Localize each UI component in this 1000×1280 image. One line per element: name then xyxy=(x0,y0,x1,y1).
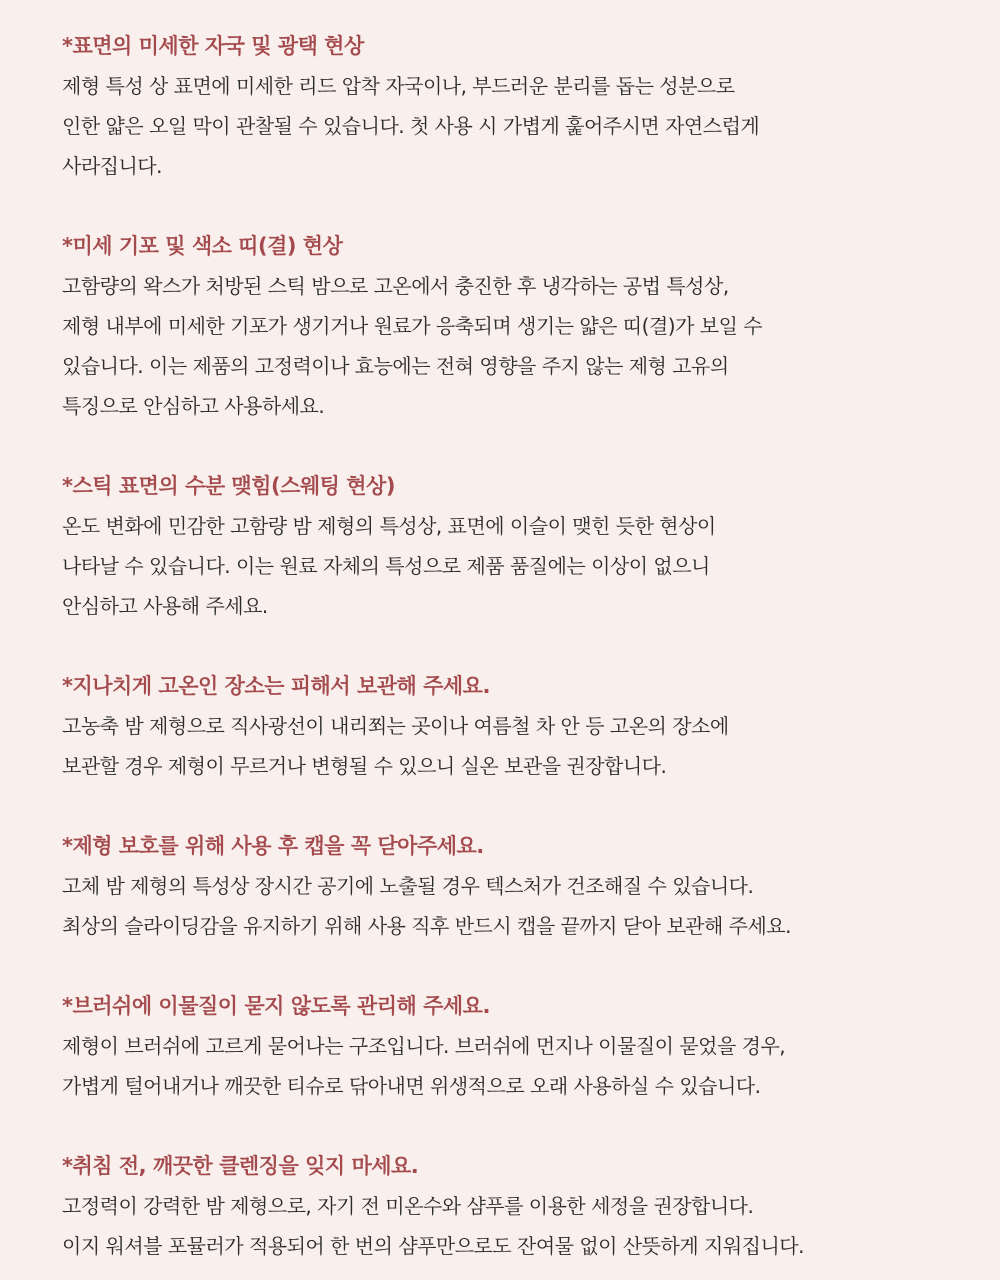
section-body xyxy=(62,706,960,786)
section-body xyxy=(62,1186,960,1266)
body-text-line: 고농축 밤 제형으로 직사광선이 내리쬐는 곳이나 여름철 차 안 등 고온의 장소에 xyxy=(62,714,729,738)
body-text-line: 고체 밤 제형의 특성상 장시간 공기에 노출될 경우 텍스처가 건조해질 수 있습니다. xyxy=(62,874,754,898)
body-text-line: 제형 내부에 미세한 기포가 생기거나 원료가 응축되며 생기는 얇은 띠(결)가 보일 수 xyxy=(62,314,763,338)
section-title: *브러쉬에 이물질이 묻지 않도록 관리해 주세요. xyxy=(62,994,490,1018)
section-body xyxy=(62,866,960,946)
notice-section xyxy=(62,666,960,786)
body-text-line: 인한 얇은 오일 막이 관찰될 수 있습니다. 첫 사용 시 가볍게 훑어주시면 자연스럽게 xyxy=(62,114,760,138)
section-body xyxy=(62,506,960,626)
notice-section xyxy=(62,226,960,426)
section-title: *스틱 표면의 수분 맺힘(스웨팅 현상) xyxy=(62,474,395,498)
body-text-line: 가볍게 털어내거나 깨끗한 티슈로 닦아내면 위생적으로 오래 사용하실 수 있습니다. xyxy=(62,1074,761,1098)
body-text-line: 고정력이 강력한 밤 제형으로, 자기 전 미온수와 샴푸를 이용한 세정을 권장합니다. xyxy=(62,1194,754,1218)
body-text-line: 있습니다. 이는 제품의 고정력이나 효능에는 전혀 영향을 주지 않는 제형 고유의 xyxy=(62,354,729,378)
body-text-line: 고함량의 왁스가 처방된 스틱 밤으로 고온에서 충진한 후 냉각하는 공법 특성상, xyxy=(62,274,729,298)
body-text-line: 안심하고 사용해 주세요. xyxy=(62,594,268,618)
body-text-line: 이지 워셔블 포뮬러가 적용되어 한 번의 샴푸만으로도 잔여물 없이 산뜻하게 지워집니다. xyxy=(62,1234,804,1258)
body-text-line: 온도 변화에 민감한 고함량 밤 제형의 특성상, 표면에 이슬이 맺힌 듯한 현상이 xyxy=(62,514,716,538)
section-title: *지나치게 고온인 장소는 피해서 보관해 주세요. xyxy=(62,674,490,698)
body-text-line: 최상의 슬라이딩감을 유지하기 위해 사용 직후 반드시 캡을 끝까지 닫아 보관해 주세요. xyxy=(62,914,791,938)
notice-section xyxy=(62,26,960,186)
notice-section xyxy=(62,466,960,626)
body-text-line: 특징으로 안심하고 사용하세요. xyxy=(62,394,325,418)
body-text-line: 제형이 브러쉬에 고르게 묻어나는 구조입니다. 브러쉬에 먼지나 이물질이 묻었을 경우, xyxy=(62,1034,786,1058)
notice-section xyxy=(62,826,960,946)
body-text-line: 사라집니다. xyxy=(62,154,162,178)
section-title: *취침 전, 깨끗한 클렌징을 잊지 마세요. xyxy=(62,1154,419,1178)
notice-section xyxy=(62,986,960,1106)
section-title: *표면의 미세한 자국 및 광택 현상 xyxy=(62,34,364,58)
section-body xyxy=(62,66,960,186)
body-text-line: 보관할 경우 제형이 무르거나 변형될 수 있으니 실온 보관을 권장합니다. xyxy=(62,754,667,778)
section-body xyxy=(62,266,960,426)
section-title: *제형 보호를 위해 사용 후 캡을 꼭 닫아주세요. xyxy=(62,834,484,858)
body-text-line: 나타날 수 있습니다. 이는 원료 자체의 특성으로 제품 품질에는 이상이 없으니 xyxy=(62,554,710,578)
section-body xyxy=(62,1026,960,1106)
body-text-line: 제형 특성 상 표면에 미세한 리드 압착 자국이나, 부드러운 분리를 돕는 성분으로 xyxy=(62,74,735,98)
notice-section xyxy=(62,1146,960,1266)
section-title: *미세 기포 및 색소 띠(결) 현상 xyxy=(62,234,343,258)
